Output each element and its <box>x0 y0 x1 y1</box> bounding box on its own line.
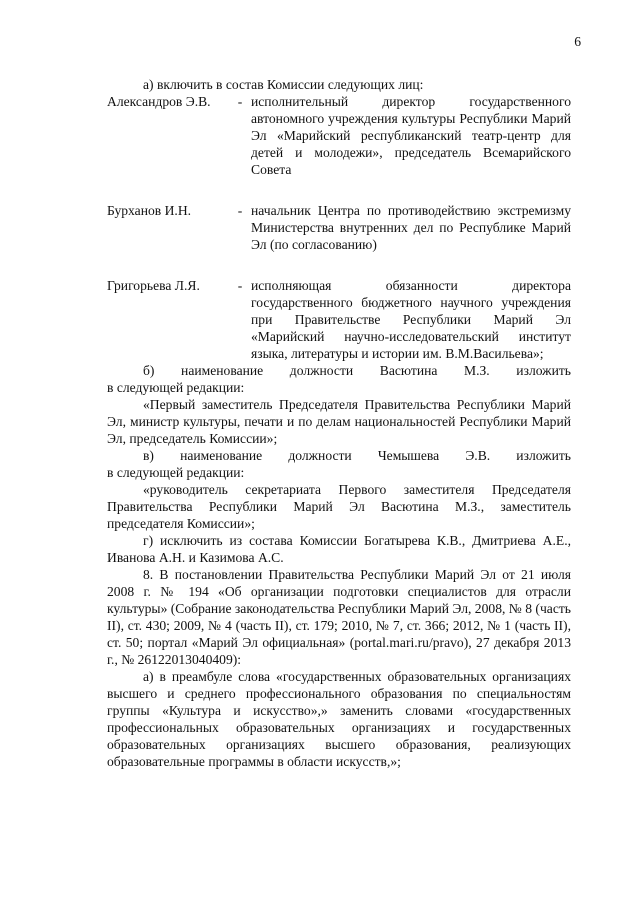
member-entry <box>107 93 571 178</box>
item-8: 8. В постановлении Правительства Республики Марий Эл от 21 июля 2008 г. № 194 «Об организации подготовки специалистов для отрасли культуры» (Собрание законодательства Республики Марий Эл, 2008, № 8 (часть II), ст. 430; 2009, № 4 (часть II), ст. 179; 2010, № 7, ст. 366; 2012, № 1 (часть II), ст. 50; портал «Марий Эл официальная» (portal.mari.ru/pravo), 27 декабря 2013 г., № 26122013040409): <box>107 567 571 667</box>
item-v <box>107 447 571 481</box>
item-v-heading: в) наименование должности Чемышева Э.В. изложить <box>143 448 571 463</box>
member-description: исполняющая обязанности директора государственного бюджетного научного учреждения при Правительстве Республики Марий Эл «Марийский научно-исследовательский институт языка, литературы и истории им. В.М.Васильева»; <box>251 278 571 361</box>
member-dash: - <box>237 278 243 293</box>
document-body <box>107 76 571 770</box>
member-name: Бурханов И.Н. <box>107 203 192 218</box>
item-g: г) исключить из состава Комиссии Богатырева К.В., Дмитриева А.Е., Иванова А.Н. и Казимова А.С. <box>107 533 571 565</box>
member-entry <box>107 277 571 362</box>
member-dash: - <box>237 94 243 109</box>
item-v-heading-cont: в следующей редакции: <box>107 465 245 480</box>
intro-line: а) включить в состав Комиссии следующих лиц: <box>143 77 424 92</box>
member-description: начальник Центра по противодействию экстремизму Министерства внутренних дел по Республике Марий Эл (по согласованию) <box>251 203 571 252</box>
item-b-quote: «Первый заместитель Председателя Правительства Республики Марий Эл, министр культуры, печати и по делам национальностей Республики Марий Эл, председатель Комиссии»; <box>107 397 571 446</box>
item-a: а) в преамбуле слова «государственных образовательных организациях высшего и среднего профессионального образования по специальностям группы «Культура и искусство»,» заменить словами «государственных профессиональных образовательных организациях и государственных образовательных организациях высшего образования, реализующих образовательные программы в области искусств,»; <box>107 669 571 769</box>
item-v-quote: «руководитель секретариата Первого заместителя Председателя Правительства Республики Марий Эл Васютина М.З., заместитель председателя Комиссии»; <box>107 482 571 531</box>
member-name: Григорьева Л.Я. <box>107 278 200 293</box>
item-b-heading: б) наименование должности Васютина М.З. изложить <box>143 363 571 378</box>
member-entry <box>107 202 571 253</box>
item-b <box>107 362 571 396</box>
member-dash: - <box>237 203 243 218</box>
item-b-heading-cont: в следующей редакции: <box>107 380 245 395</box>
page-number: 6 <box>574 34 581 49</box>
member-description: исполнительный директор государственного автономного учреждения культуры Республики Марий Эл «Марийский республиканский театр-центр для детей и молодежи», председатель Всемарийского Совета <box>251 94 571 177</box>
member-name: Александров Э.В. <box>107 94 211 109</box>
